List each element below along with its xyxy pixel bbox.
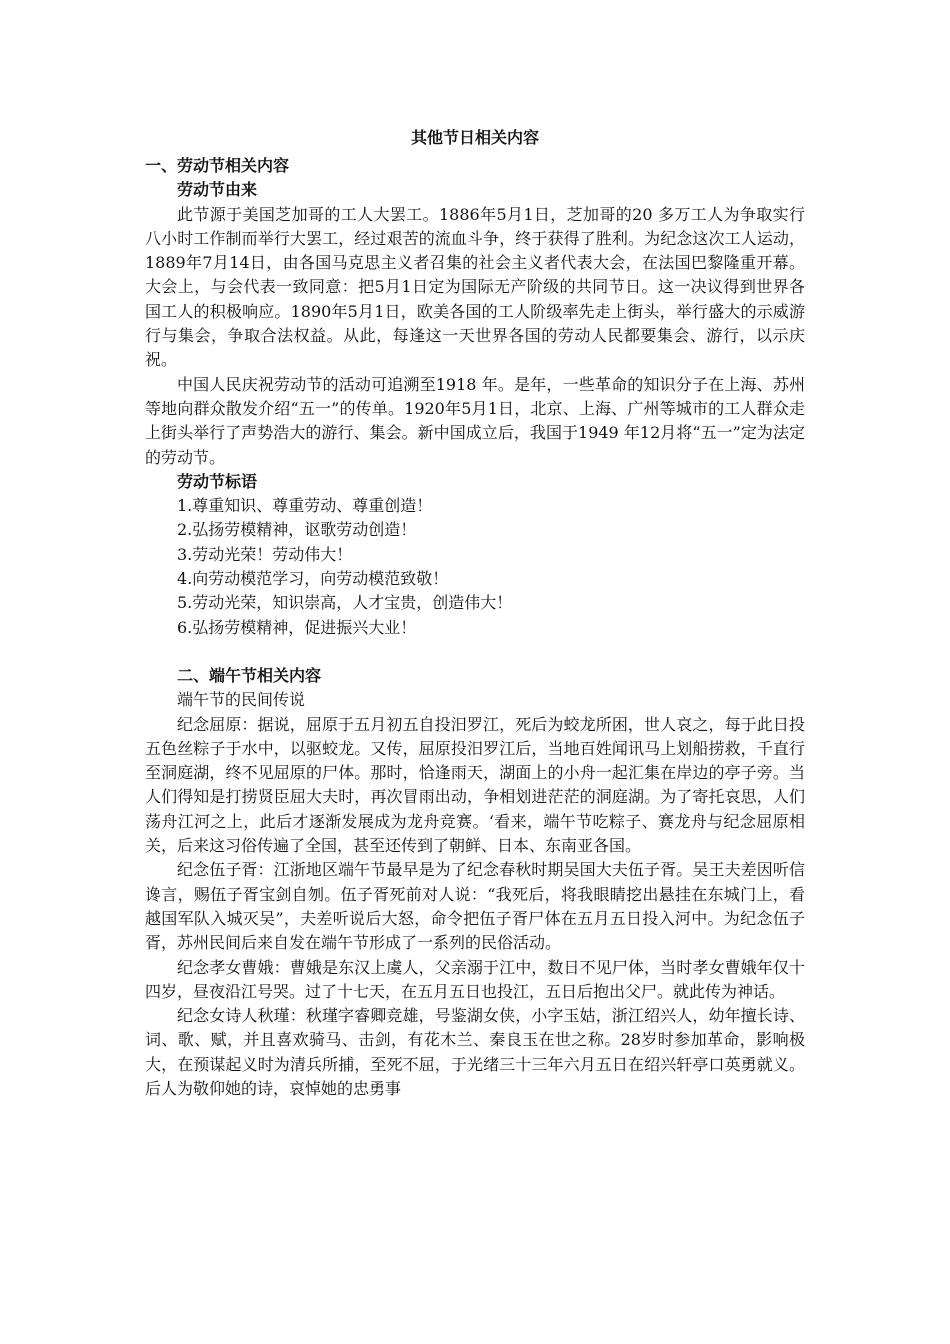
slogan-item: 5.劳动光荣，知识崇高，人才宝贵，创造伟大！ <box>177 593 513 613</box>
subheading-dragon-boat-legends: 端午节的民间传说 <box>177 690 306 710</box>
paragraph: 纪念女诗人秋瑾：秋瑾字睿卿竞雄，号鉴湖女侠，小字玉姑，浙江绍兴人，幼年擅长诗、词、歌、赋，并且喜欢骑马、击剑，有花木兰、秦良玉在世之称。28岁时参加革命，影响极大，在预谋起义时为清兵所捕，至死不屈，于光绪三十三年六月五日在绍兴轩亭口英勇就义。后人为敬仰她的诗，哀悼她的忠勇事 <box>145 1006 805 1098</box>
paragraph: 此节源于美国芝加哥的工人大罢工。1886年5月1日，芝加哥的20 多万工人为争取实行八小时工作制而举行大罢工，经过艰苦的流血斗争，终于获得了胜利。为纪念这次工人运动，1889年7月14日，由各国马克思主义者召集的社会主义者代表大会，在法国巴黎隆重开幕。大会上，与会代表一致同意：把5月1日定为国际无产阶级的共同节日。这一决议得到世界各国工人的积极响应。1890年5月1日，欧美各国的工人阶级率先走上街头，举行盛大的示威游行与集会，争取合法权益。从此，每逢这一天世界各国的劳动人民都要集会、游行，以示庆祝。 <box>145 204 805 370</box>
slogan-item: 4.向劳动模范学习，向劳动模范致敬！ <box>177 569 449 589</box>
slogan-item: 6.弘扬劳模精神，促进振兴大业！ <box>177 617 417 637</box>
paragraph: 纪念伍子胥：江浙地区端午节最早是为了纪念春秋时期吴国大夫伍子胥。吴王夫差因听信谗言，赐伍子胥宝剑自刎。伍子胥死前对人说：“我死后，将我眼睛挖出悬挂在东城门上，看越国军队入城灭吴”，夫差听说后大怒，命令把伍子胥尸体在五月五日投入河中。为纪念伍子胥，苏州民间后来自发在端午节形成了一系列的民俗活动。 <box>145 860 805 953</box>
document-page <box>145 126 805 1101</box>
subheading-labor-day-origin: 劳动节由来 <box>177 180 258 200</box>
paragraph: 中国人民庆祝劳动节的活动可追溯至1918 年。是年，一些革命的知识分子在上海、苏州等地向群众散发介绍“五一”的传单。1920年5月1日，北京、上海、广州等城市的工人群众走上街头举行了声势浩大的游行、集会。新中国成立后，我国于1949 年12月将“五一”定为法定的劳动节。 <box>145 374 805 467</box>
subheading-labor-day-slogans: 劳动节标语 <box>177 471 258 491</box>
slogan-item: 2.弘扬劳模精神，讴歌劳动创造！ <box>177 520 417 540</box>
page-title: 其他节日相关内容 <box>410 128 539 147</box>
paragraph: 纪念孝女曹娥：曹娥是东汉上虞人，父亲溺于江中，数日不见尸体，当时孝女曹娥年仅十四岁，昼夜沿江号哭。过了十七天，在五月五日也投江，五日后抱出父尸。就此传为神话。 <box>145 957 805 1001</box>
slogan-item: 1.尊重知识、尊重劳动、尊重创造！ <box>177 496 433 516</box>
section-heading-labor-day: 一、劳动节相关内容 <box>145 156 290 175</box>
slogan-item: 3.劳动光荣！劳动伟大！ <box>177 544 353 564</box>
section-heading-dragon-boat: 二、端午节相关内容 <box>177 665 322 685</box>
paragraph: 纪念屈原：据说，屈原于五月初五自投汨罗江，死后为蛟龙所困，世人哀之，每于此日投五色丝粽子于水中，以驱蛟龙。又传，屈原投汨罗江后，当地百姓闻讯马上划船捞救，千直行至洞庭湖，终不见屈原的尸体。那时，恰逢雨天，湖面上的小舟一起汇集在岸边的亭子旁。当人们得知是打捞贤臣屈大夫时，再次冒雨出动，争相划进茫茫的洞庭湖。为了寄托哀思，人们荡舟江河之上，此后才逐渐发展成为龙舟竞赛。‘看来，端午节吃粽子、赛龙舟与纪念屈原相关，后来这习俗传遍了全国，甚至还传到了朝鲜、日本、东南亚各国。 <box>145 714 805 856</box>
blank-line <box>145 640 805 664</box>
